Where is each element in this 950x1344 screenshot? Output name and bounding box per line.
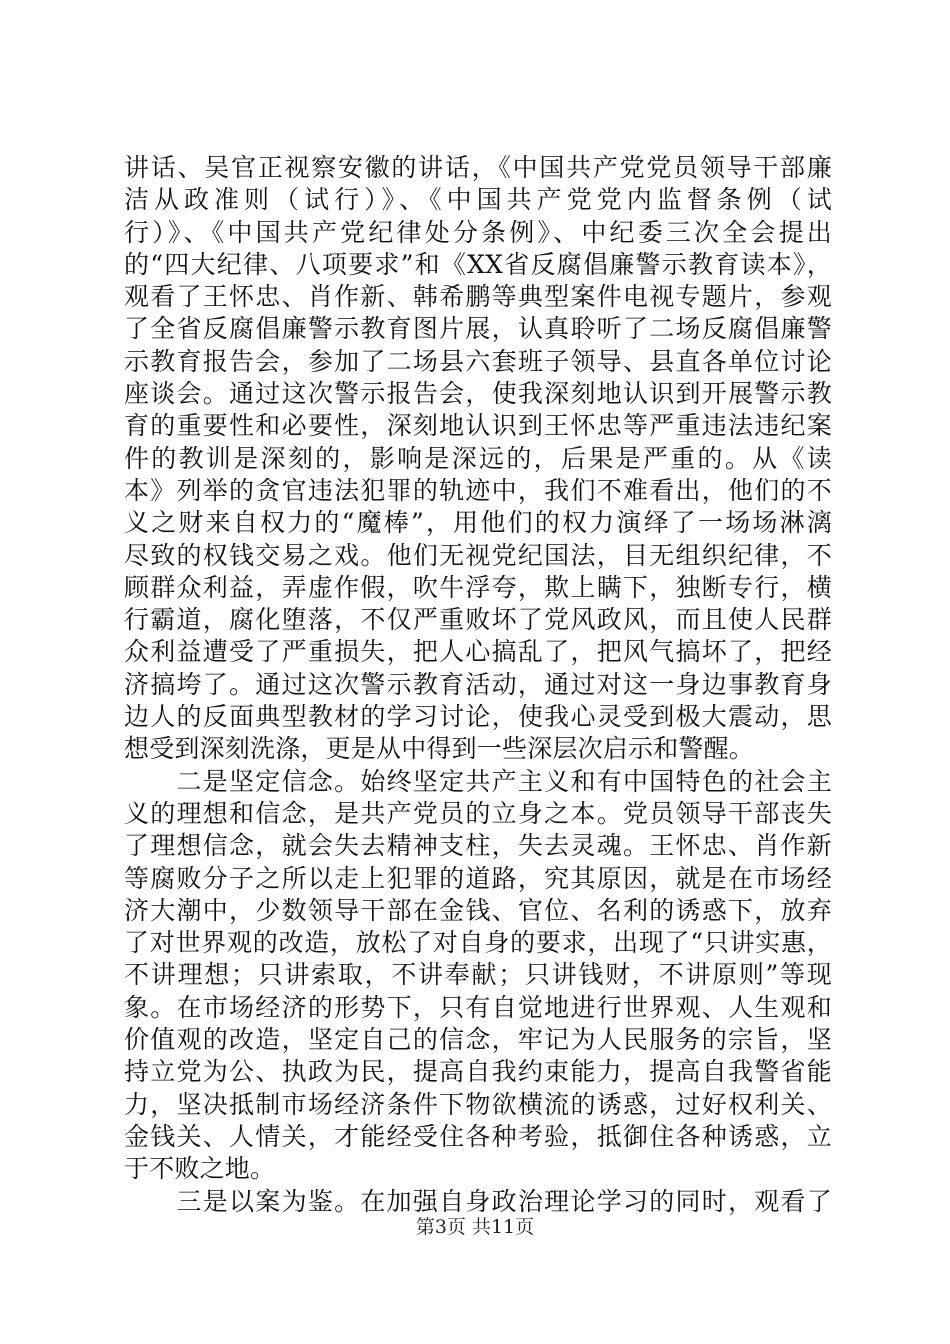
text-line: 金钱关、人情关，才能经受住各种考验，抵御住各种诱惑，立	[124, 1121, 832, 1151]
text-line: 了理想信念，就会失去精神支柱，失去灵魂。王怀忠、肖作新	[124, 831, 832, 861]
text-line: 行霸道，腐化堕落，不仅严重败坏了党风政风，而且使人民群	[124, 605, 832, 635]
text-line: 象。在市场经济的形势下，只有自觉地进行世界观、人生观和	[124, 992, 832, 1022]
text-line: 行）》、《中国共产党纪律处分条例》、中纪委三次全会提出	[124, 217, 832, 247]
text-line: 尽致的权钱交易之戏。他们无视党纪国法，目无组织纪律，不	[124, 540, 832, 570]
text-line: 洁从政准则（试行）》、《中国共产党党内监督条例（试	[124, 185, 832, 215]
text-line: 力，坚决抵制市场经济条件下物欲横流的诱惑，过好权利关、	[124, 1089, 832, 1119]
text-line: 不讲理想；只讲索取，不讲奉献；只讲钱财，不讲原则”等现	[124, 960, 832, 990]
text-line: 持立党为公、执政为民，提高自我约束能力，提高自我警省能	[124, 1057, 832, 1087]
text-line: 济搞垮了。通过这次警示教育活动，通过对这一身边事教育身	[124, 669, 832, 699]
text-line: 本》列举的贪官违法犯罪的轨迹中，我们不难看出，他们的不	[124, 475, 832, 505]
text-line: 了对世界观的改造，放松了对自身的要求，出现了“只讲实惠，	[124, 928, 832, 958]
text-line: 了全省反腐倡廉警示教育图片展，认真聆听了二场反腐倡廉警	[124, 314, 832, 344]
text-line: 示教育报告会，参加了二场县六套班子领导、县直各单位讨论	[124, 346, 832, 376]
text-line: 于不败之地。	[124, 1154, 276, 1184]
text-line: 济大潮中，少数领导干部在金钱、官位、名利的诱惑下，放弃	[124, 895, 832, 925]
text-line: 观看了王怀忠、肖作新、韩希鹏等典型案件电视专题片，参观	[124, 282, 832, 312]
text-line: 座谈会。通过这次警示报告会，使我深刻地认识到开展警示教	[124, 379, 832, 409]
text-line: 的“四大纪律、八项要求”和《XX省反腐倡廉警示教育读本》，	[124, 249, 832, 279]
text-line: 三是以案为鉴。在加强自身政治理论学习的同时，观看了	[124, 1186, 832, 1216]
text-line: 二是坚定信念。始终坚定共产主义和有中国特色的社会主	[124, 766, 832, 796]
text-line: 想受到深刻洗涤，更是从中得到一些深层次启示和警醒。	[124, 734, 755, 764]
text-line: 育的重要性和必要性，深刻地认识到王怀忠等严重违法违纪案	[124, 411, 832, 441]
text-line: 价值观的改造，坚定自己的信念，牢记为人民服务的宗旨，坚	[124, 1025, 832, 1055]
page-number: 第3页 共11页	[415, 1216, 535, 1238]
text-line: 顾群众利益，弄虚作假，吹牛浮夸，欺上瞒下，独断专行，横	[124, 572, 832, 602]
text-line: 义的理想和信念，是共产党员的立身之本。党员领导干部丧失	[124, 798, 832, 828]
text-line: 众利益遭受了严重损失，把人心搞乱了，把风气搞坏了，把经	[124, 637, 832, 667]
text-line: 边人的反面典型教材的学习讨论，使我心灵受到极大震动，思	[124, 702, 832, 732]
text-line: 义之财来自权力的“魔棒”，用他们的权力演绎了一场场淋漓	[124, 508, 832, 538]
body-text	[124, 152, 832, 1218]
text-line: 等腐败分子之所以走上犯罪的道路，究其原因，就是在市场经	[124, 863, 832, 893]
text-line: 件的教训是深刻的，影响是深远的，后果是严重的。从《读	[124, 443, 832, 473]
text-line: 讲话、吴官正视察安徽的讲话，《中国共产党党员领导干部廉	[124, 153, 832, 182]
